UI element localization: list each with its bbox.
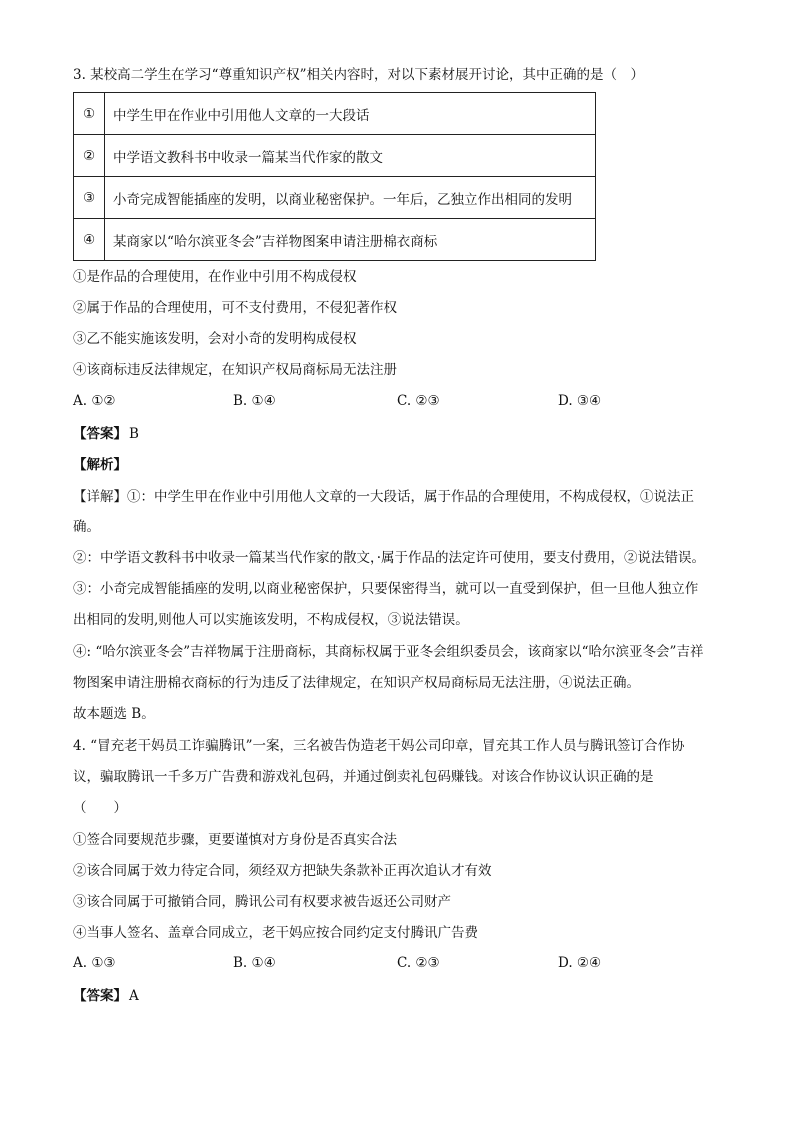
q4-option-b: B. ①④ (233, 955, 276, 971)
q3-detail-line: 确。 (73, 519, 100, 535)
q3-detail-line: 物图案申请注册棉衣商标的行为违反了法律规定，在知识产权局商标局无法注册，④说法正确。 (73, 675, 640, 691)
q4-statement-1: ①签合同要规范步骤，更要谨慎对方身份是否真实合法 (73, 832, 397, 848)
q3-statement-4: ④该商标违反法律规定，在知识产权局商标局无法注册 (73, 362, 397, 378)
table-cell-number: ③ (74, 177, 105, 219)
q4-options (73, 955, 723, 973)
q4-option-c: C. ②③ (397, 955, 440, 971)
q3-option-a: A. ①② (73, 393, 116, 409)
q3-detail-line: 出相同的发明,则他人可以实施该发明，不构成侵权，③说法错误。 (73, 612, 469, 628)
analysis-label: 【解析】 (73, 457, 127, 473)
q4-statement-4: ④当事人签名、盖章合同成立，老干妈应按合同约定支付腾讯广告费 (73, 925, 478, 941)
answer-value: A (129, 988, 139, 1004)
table-row (74, 93, 596, 135)
table-cell-number: ① (74, 93, 105, 135)
question-4-title-line: 议，骗取腾讯一千多万广告费和游戏礼包码，并通过倒卖礼包码赚钱。对该合作协议认识正确的是 (73, 769, 654, 785)
material-table (73, 92, 596, 261)
q3-option-b: B. ①④ (233, 393, 276, 409)
q3-detail-line: 【详解】①：中学生甲在作业中引用他人文章的一大段话，属于作品的合理使用，不构成侵权，①说法正 (73, 489, 694, 505)
table-row (74, 135, 596, 177)
q4-option-a: A. ①③ (73, 955, 116, 971)
q3-options (73, 393, 723, 411)
table-cell-number: ② (74, 135, 105, 177)
table-cell-text: 中学生甲在作业中引用他人文章的一大段话 (105, 93, 596, 135)
table-cell-number: ④ (74, 219, 105, 261)
q3-detail-line: ②：中学语文教科书中收录一篇某当代作家的散文，·属于作品的法定许可使用，要支付费用，②说法错误。 (73, 550, 706, 566)
q3-statement-1: ①是作品的合理使用，在作业中引用不构成侵权 (73, 269, 357, 285)
q4-answer (73, 987, 139, 1005)
q3-detail-line: ③：小奇完成智能插座的发明,以商业秘密保护，只要保密得当，就可以一直受到保护，但一旦他人独立作 (73, 581, 699, 597)
q3-statement-2: ②属于作品的合理使用，可不支付费用，不侵犯著作权 (73, 300, 397, 316)
answer-label: 【答案】 (73, 988, 127, 1004)
q3-detail-line: ④: “哈尔滨亚冬会”吉祥物属于注册商标，其商标权属于亚冬会组织委员会，该商家以“哈尔滨亚冬会”吉祥 (73, 644, 704, 660)
question-4-title-line: （ ） (73, 800, 127, 816)
table-cell-text: 某商家以“哈尔滨亚冬会”吉祥物图案申请注册棉衣商标 (105, 219, 596, 261)
question-3-title: 3. 某校高二学生在学习“尊重知识产权”相关内容时，对以下素材展开讨论，其中正确的是（ ） (73, 67, 644, 83)
table-cell-text: 小奇完成智能插座的发明，以商业秘密保护。一年后，乙独立作出相同的发明 (105, 177, 596, 219)
q4-option-d: D. ②④ (558, 955, 602, 971)
q3-option-d: D. ③④ (558, 393, 602, 409)
q4-statement-3: ③该合同属于可撤销合同，腾讯公司有权要求被告返还公司财产 (73, 894, 451, 910)
answer-value: B (129, 426, 139, 442)
q3-statement-3: ③乙不能实施该发明，会对小奇的发明构成侵权 (73, 331, 357, 347)
table-row (74, 177, 596, 219)
q3-detail-line: 故本题选 B。 (73, 706, 155, 722)
answer-label: 【答案】 (73, 426, 127, 442)
question-4-title-line: 4. “冒充老干妈员工诈骗腾讯”一案，三名被告伪造老干妈公司印章，冒充其工作人员与腾讯签订合作协 (73, 738, 685, 754)
q4-statement-2: ②该合同属于效力待定合同，须经双方把缺失条款补正再次追认才有效 (73, 863, 492, 879)
table-row (74, 219, 596, 261)
q3-answer (73, 425, 139, 443)
q3-option-c: C. ②③ (397, 393, 440, 409)
table-cell-text: 中学语文教科书中收录一篇某当代作家的散文 (105, 135, 596, 177)
